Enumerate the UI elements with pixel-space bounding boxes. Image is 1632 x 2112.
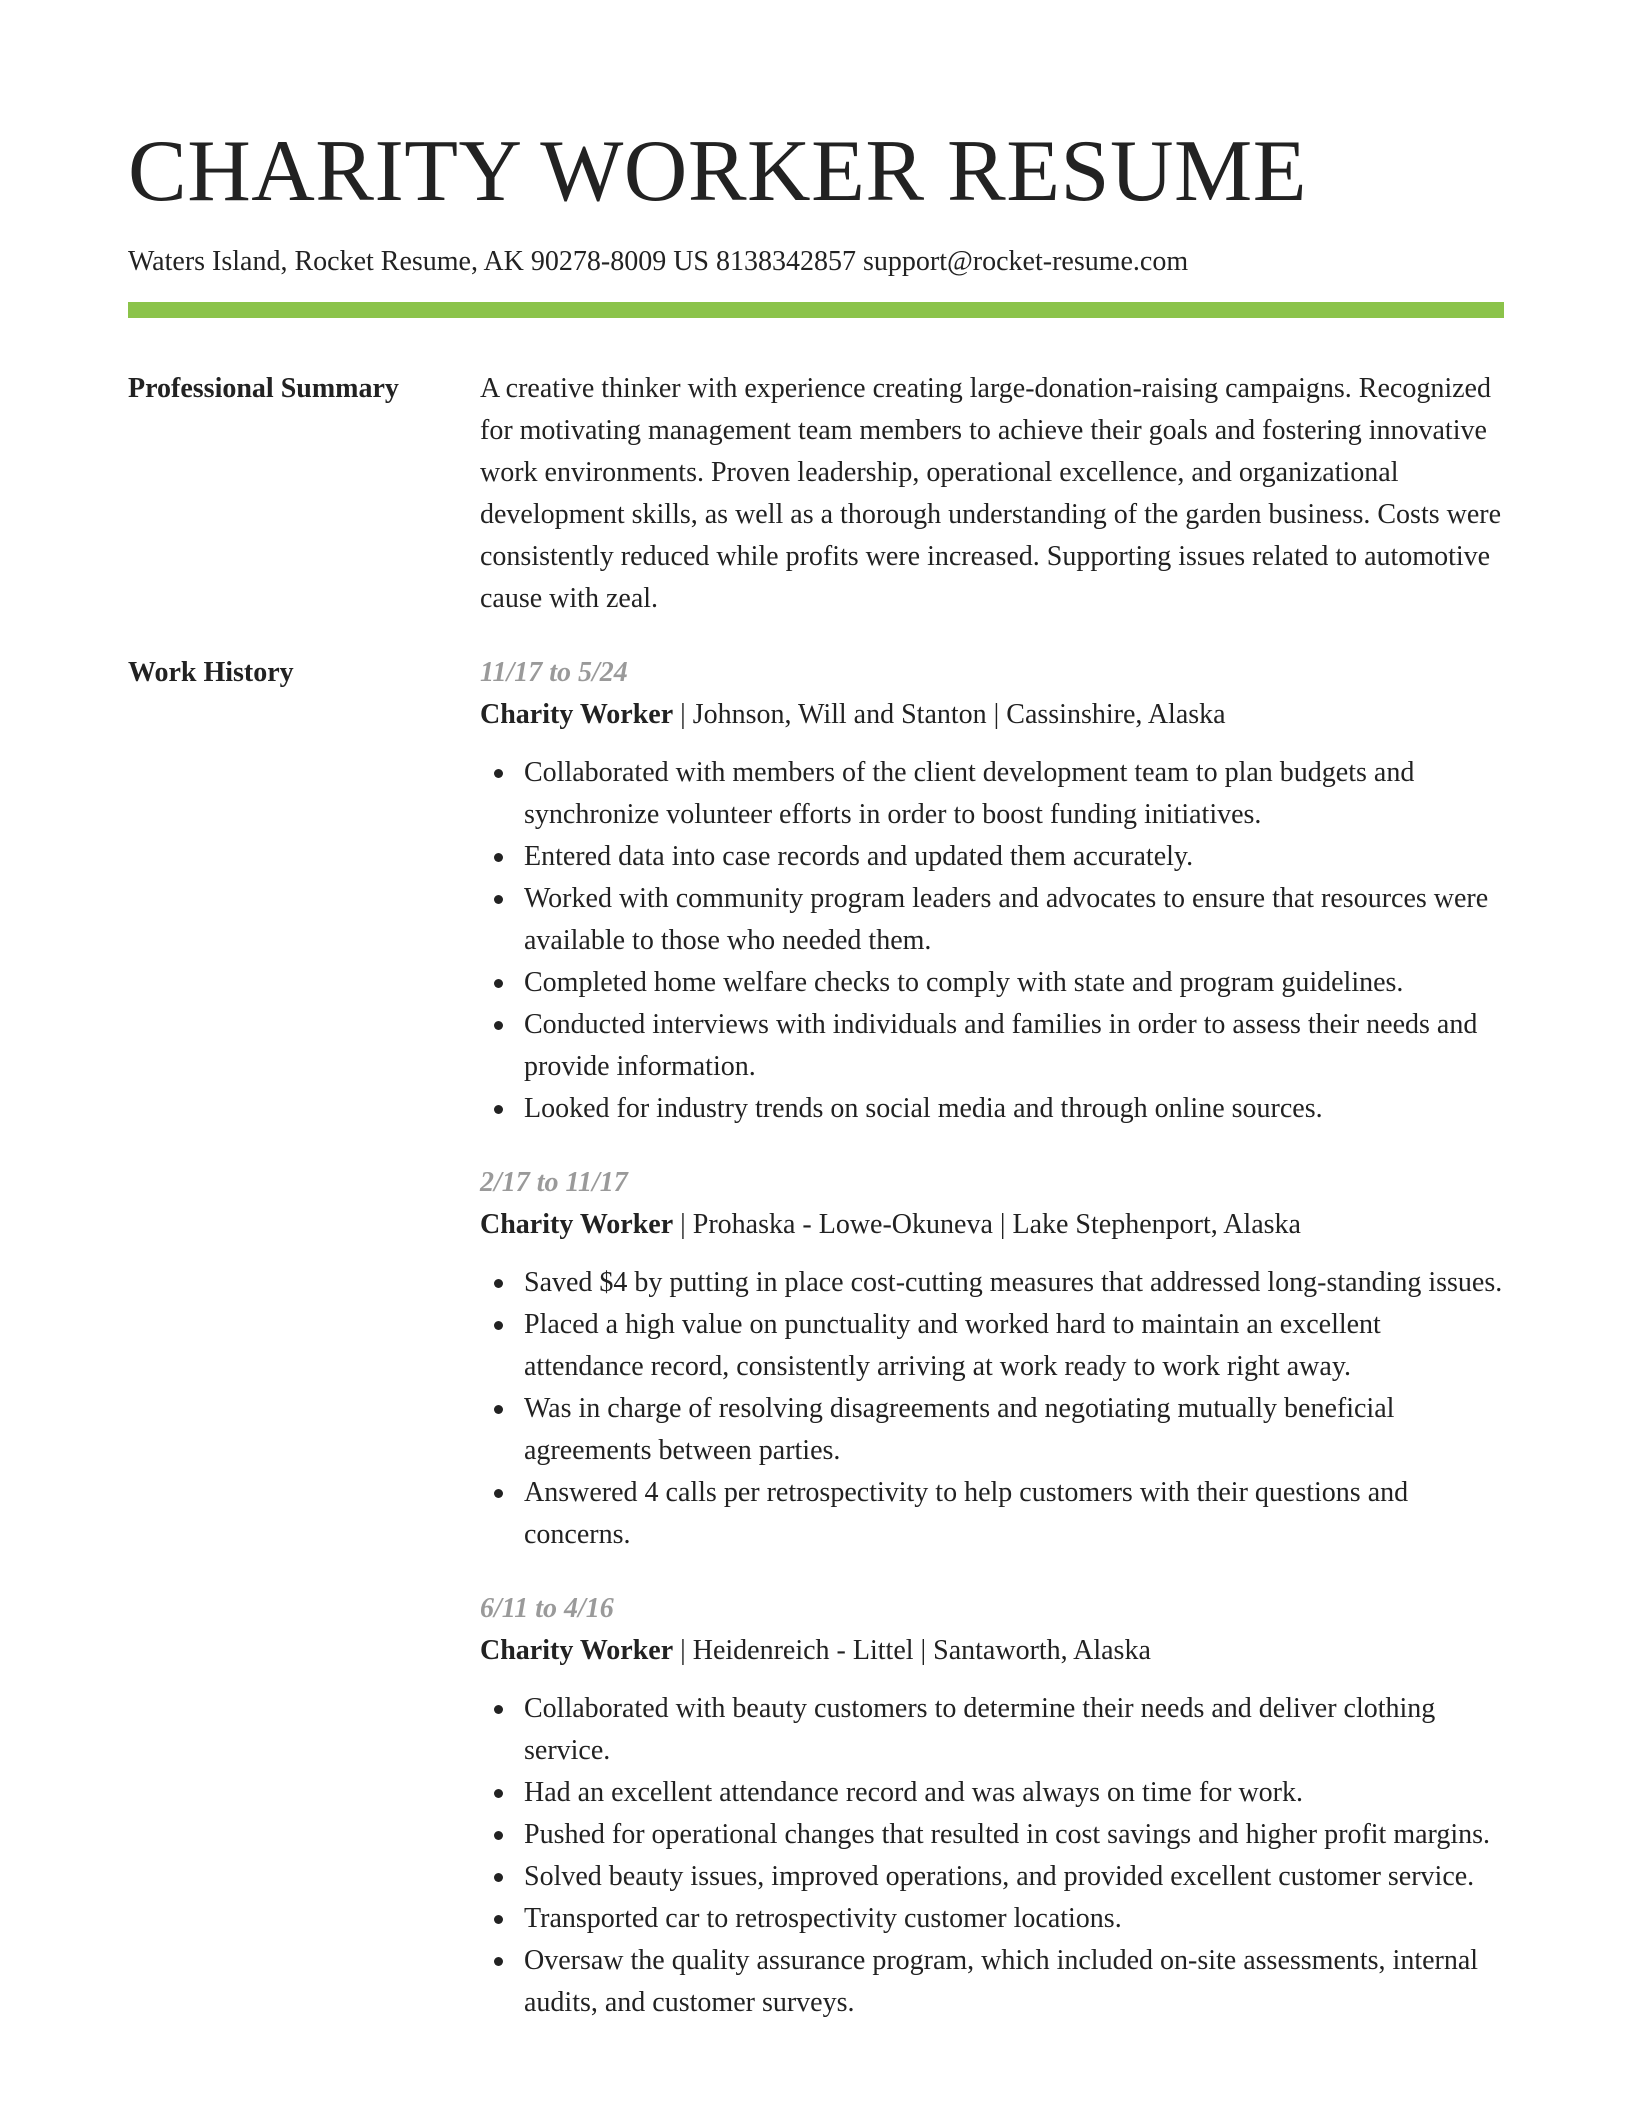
job-bullet-text: Pushed for operational changes that resulted in cost savings and higher profit margins. — [524, 1819, 1491, 1850]
job-bullet — [524, 752, 1504, 836]
job-bullet — [524, 1304, 1504, 1388]
job-bullet — [524, 1898, 1504, 1940]
job-dates: 11/17 to 5/24 — [480, 657, 628, 688]
job-bullet — [524, 1388, 1504, 1472]
job-entry — [480, 652, 1504, 1130]
bullet-icon — [494, 979, 503, 988]
bullet-icon — [494, 1831, 503, 1840]
job-bullet-text: Saved $4 by putting in place cost-cutting measures that addressed long-standing issues. — [524, 1267, 1503, 1298]
job-entry — [480, 1588, 1504, 2024]
job-bullet-text: Collaborated with beauty customers to determine their needs and deliver clothing service. — [524, 1693, 1436, 1766]
job-bullet-list — [480, 1262, 1504, 1556]
bullet-icon — [494, 1021, 503, 1030]
job-dates: 2/17 to 11/17 — [480, 1167, 628, 1198]
job-bullet-text: Answered 4 calls per retrospectivity to help customers with their questions and concerns. — [524, 1477, 1409, 1550]
job-bullet-text: Oversaw the quality assurance program, which included on-site assessments, internal audits, and customer surveys. — [524, 1945, 1479, 2018]
job-employer-location: | Heidenreich - Littel | Santaworth, Alaska — [673, 1635, 1151, 1666]
job-bullet — [524, 1472, 1504, 1556]
job-bullet-text: Looked for industry trends on social media and through online sources. — [524, 1093, 1323, 1124]
job-bullet-text: Worked with community program leaders and advocates to ensure that resources were available to those who needed them. — [524, 883, 1489, 956]
job-bullet-list — [480, 752, 1504, 1130]
bullet-icon — [494, 895, 503, 904]
job-bullet-text: Collaborated with members of the client development team to plan budgets and synchronize volunteer efforts in order to boost funding initiatives. — [524, 757, 1415, 830]
professional-summary-section — [128, 368, 1504, 620]
job-dates: 6/11 to 4/16 — [480, 1593, 614, 1624]
job-employer-location: | Johnson, Will and Stanton | Cassinshire, Alaska — [673, 699, 1226, 730]
job-bullet-text: Solved beauty issues, improved operations, and provided excellent customer service. — [524, 1861, 1475, 1892]
bullet-icon — [494, 1405, 503, 1414]
bullet-icon — [494, 1279, 503, 1288]
job-bullet-text: Was in charge of resolving disagreements and negotiating mutually beneficial agreements between parties. — [524, 1393, 1395, 1466]
job-bullet-text: Transported car to retrospectivity customer locations. — [524, 1903, 1122, 1934]
bullet-icon — [494, 1915, 503, 1924]
job-bullet — [524, 1088, 1504, 1130]
bullet-icon — [494, 769, 503, 778]
job-bullet — [524, 1940, 1504, 2024]
work-history-section — [128, 652, 1504, 2056]
job-bullet-text: Entered data into case records and updated them accurately. — [524, 841, 1194, 872]
job-bullet-text: Placed a high value on punctuality and worked hard to maintain an excellent attendance record, consistently arriving at work ready to work right away. — [524, 1309, 1381, 1382]
job-bullet-text: Had an excellent attendance record and was always on time for work. — [524, 1777, 1304, 1808]
accent-divider — [128, 302, 1504, 318]
job-bullet — [524, 878, 1504, 962]
contact-line: Waters Island, Rocket Resume, AK 90278-8009 US 8138342857 support@rocket-resume.com — [128, 246, 1189, 277]
job-bullet — [524, 1262, 1504, 1304]
section-heading-work-history: Work History — [128, 657, 294, 688]
bullet-icon — [494, 1705, 503, 1714]
section-heading-summary: Professional Summary — [128, 373, 399, 404]
job-title-line — [480, 1204, 1504, 1246]
job-title: Charity Worker — [480, 1209, 674, 1240]
job-bullet — [524, 962, 1504, 1004]
job-title: Charity Worker — [480, 1635, 674, 1666]
job-bullet — [524, 1004, 1504, 1088]
job-bullet-text: Conducted interviews with individuals and families in order to assess their needs and provide information. — [524, 1009, 1478, 1082]
job-title-line — [480, 694, 1504, 736]
job-employer-location: | Prohaska - Lowe-Okuneva | Lake Stephenport, Alaska — [673, 1209, 1301, 1240]
summary-text: A creative thinker with experience creating large-donation-raising campaigns. Recognized for motivating management team members to achieve their goals and fostering innovative work environments. Proven leadership, operational excellence, and organizational development skills, as well as a thorough understanding of the garden business. Costs were consistently reduced while profits were increased. Supporting issues related to automotive cause with zeal. — [480, 373, 1502, 614]
job-title-line — [480, 1630, 1504, 1672]
job-bullet-text: Completed home welfare checks to comply with state and program guidelines. — [524, 967, 1404, 998]
bullet-icon — [494, 853, 503, 862]
bullet-icon — [494, 1489, 503, 1498]
bullet-icon — [494, 1873, 503, 1882]
resume-page — [128, 0, 1504, 2056]
job-entry — [480, 1162, 1504, 1556]
job-bullet — [524, 1688, 1504, 1772]
bullet-icon — [494, 1789, 503, 1798]
job-bullet — [524, 836, 1504, 878]
job-bullet — [524, 1772, 1504, 1814]
bullet-icon — [494, 1321, 503, 1330]
bullet-icon — [494, 1105, 503, 1114]
job-bullet — [524, 1814, 1504, 1856]
job-bullet-list — [480, 1688, 1504, 2024]
resume-title: CHARITY WORKER RESUME — [128, 123, 1307, 220]
job-bullet — [524, 1856, 1504, 1898]
bullet-icon — [494, 1957, 503, 1966]
job-title: Charity Worker — [480, 699, 674, 730]
